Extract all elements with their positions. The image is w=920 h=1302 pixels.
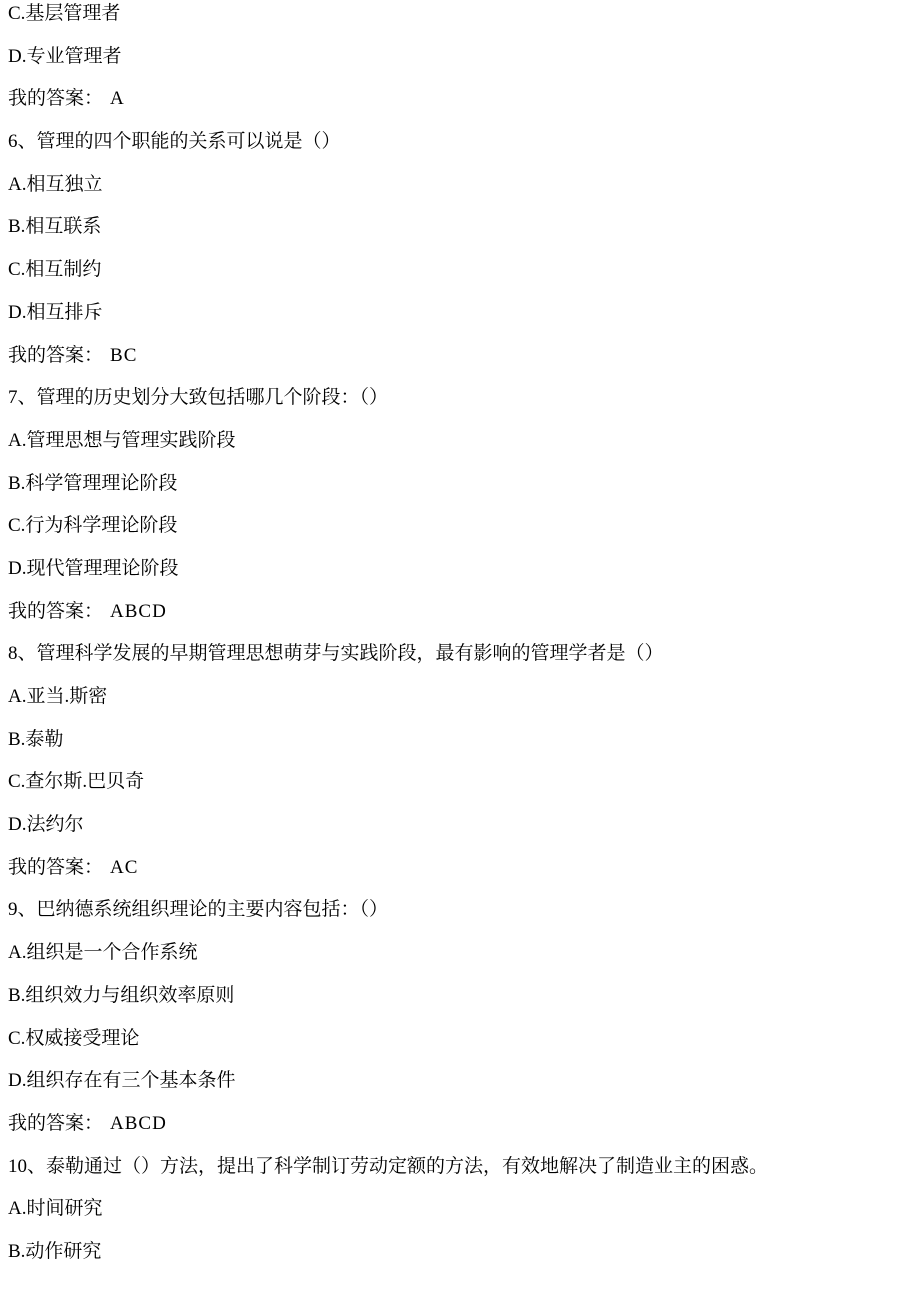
my-answer-line — [8, 78, 912, 121]
question-option: C.权威接受理论 — [8, 1027, 140, 1049]
question-option: D.组织存在有三个基本条件 — [8, 1070, 236, 1092]
question-number: 10、 — [8, 1155, 47, 1177]
question-option: B.动作研究 — [8, 1240, 102, 1262]
question-text: 泰勒通过（）方法，提出了科学制订劳动定额的方法，有效地解决了制造业主的困惑。 — [46, 1155, 769, 1177]
question-option: A.时间研究 — [8, 1198, 103, 1220]
my-answer-value: ABCD — [110, 600, 167, 622]
my-answer-line — [8, 847, 912, 890]
question-option: A.亚当.斯密 — [8, 686, 108, 707]
my-answer-line — [8, 591, 912, 634]
my-answer-value: AC — [110, 856, 139, 878]
question-text: 管理的四个职能的关系可以说是（） — [36, 131, 341, 153]
question-option: C.基层管理者 — [8, 3, 121, 24]
question-option: C.行为科学理论阶段 — [8, 515, 178, 537]
question-option: D.相互排斥 — [8, 301, 103, 323]
my-answer-value: BC — [110, 344, 138, 366]
question-number: 9、 — [8, 899, 37, 921]
question-number: 8、 — [8, 643, 37, 665]
question-option: B.组织效力与组织效率原则 — [8, 984, 235, 1006]
question-option: C.查尔斯.巴贝奇 — [8, 771, 145, 793]
question-number: 6、 — [8, 131, 37, 153]
question-option: D.现代管理理论阶段 — [8, 557, 179, 579]
my-answer-line — [8, 1103, 912, 1146]
my-answer-label: 我的答案： — [8, 344, 104, 366]
question-stem — [8, 889, 912, 932]
question-number: 7、 — [8, 387, 37, 409]
question-option: B.科学管理理论阶段 — [8, 472, 178, 494]
my-answer-label: 我的答案： — [8, 600, 104, 622]
question-option: B.泰勒 — [8, 728, 64, 750]
question-option: C.相互制约 — [8, 259, 102, 281]
question-stem — [8, 1146, 912, 1189]
my-answer-line — [8, 335, 912, 378]
question-stem — [8, 377, 912, 420]
question-option: A.管理思想与管理实践阶段 — [8, 429, 236, 451]
my-answer-value: ABCD — [110, 1112, 167, 1134]
question-stem — [8, 121, 912, 164]
my-answer-label: 我的答案： — [8, 856, 104, 878]
my-answer-value: A — [110, 88, 125, 110]
question-text: 管理科学发展的早期管理思想萌芽与实践阶段，最有影响的管理学者是（） — [36, 643, 664, 665]
question-option: D.专业管理者 — [8, 45, 122, 67]
my-answer-label: 我的答案： — [8, 88, 104, 110]
question-stem — [8, 633, 912, 676]
my-answer-label: 我的答案： — [8, 1112, 104, 1134]
question-option: A.相互独立 — [8, 173, 103, 195]
question-text: 巴纳德系统组织理论的主要内容包括：（） — [36, 899, 389, 921]
question-option: B.相互联系 — [8, 216, 102, 238]
question-option: D.法约尔 — [8, 814, 84, 836]
question-option: A.组织是一个合作系统 — [8, 942, 198, 964]
question-text: 管理的历史划分大致包括哪几个阶段：（） — [36, 387, 389, 409]
